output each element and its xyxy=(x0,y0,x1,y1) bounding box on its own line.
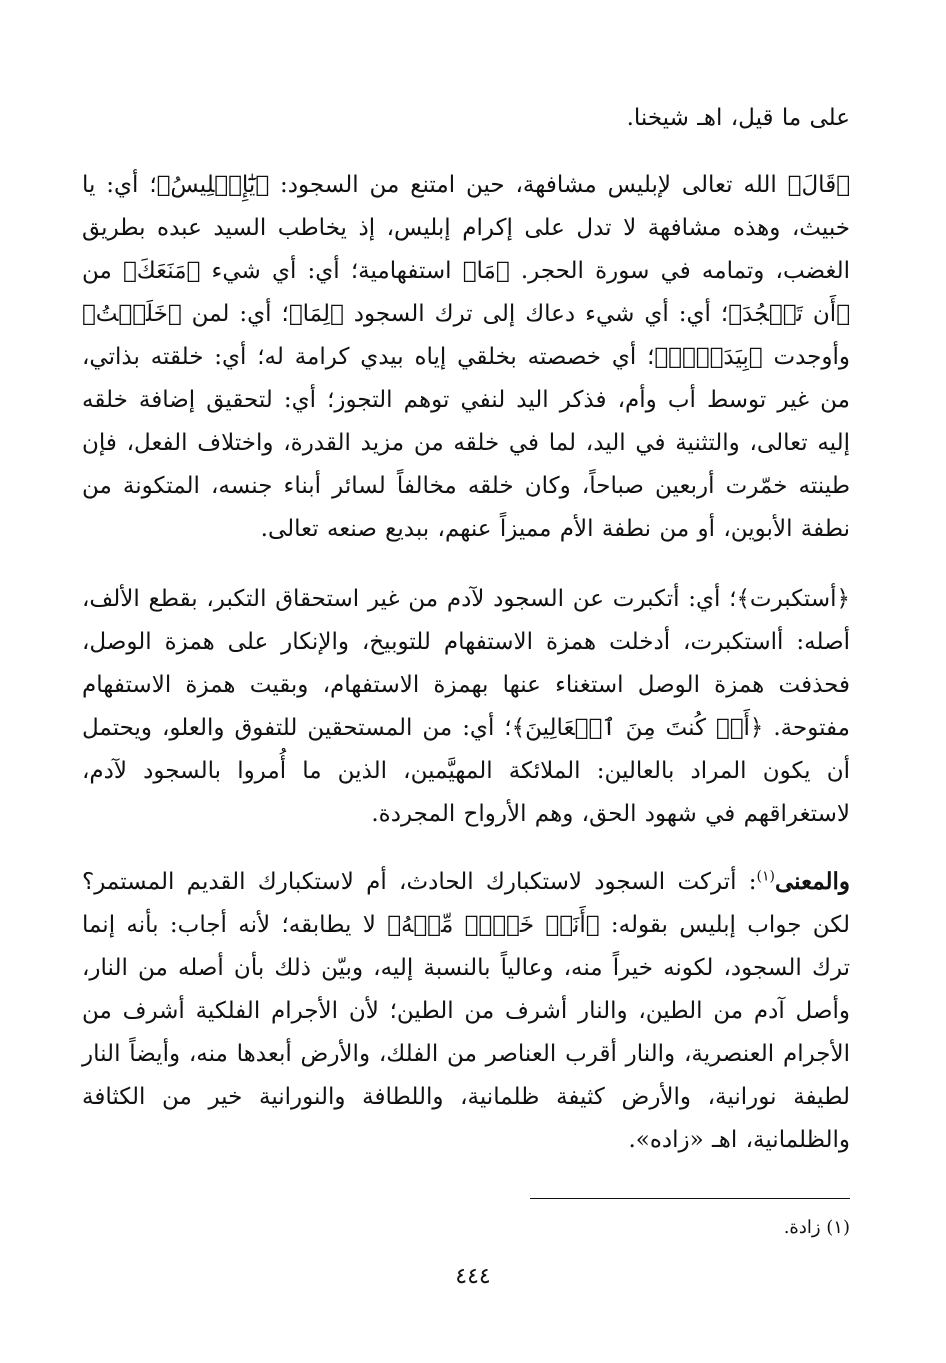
page-number: ٤٤٤ xyxy=(455,1264,491,1289)
paragraph-astakbarta: ﴿أستكبرت﴾؛ أي: أتكبرت عن السجود لآدم من غير استحقاق التكبر، بقطع الألف، أصله: أاستكبرت، أدخلت همزة الاستفهام للتوبيخ، والإنكار على همزة الوصل، فحذفت همزة الوصل استغناء عنها بهمزة الاستفهام، وبقيت همزة الاستفهام مفتوحة. ﴿أَمۡ كُنتَ مِنَ ٱلۡعَالِينَ﴾؛ أي: من المستحقين للتفوق والعلو، ويحتمل أن يكون المراد بالعالين: الملائكة المهيَّمين، الذين ما أُمروا بالسجود لآدم، لاستغراقهم في شهود الحق، وهم الأرواح المجردة. xyxy=(82,586,850,827)
paragraph-continuation: على ما قيل، اهـ شيخنا. xyxy=(626,105,850,131)
paragraph-qala: ﴿قَالَ﴾ الله تعالى لإبليس مشافهة، حين امتنع من السجود: ﴿يَٰٓإِبۡلِيسُ﴾؛ أي: يا خبيث، وهذه مشافهة لا تدل على إكرام إبليس، إذ يخاطب السيد عبده بطريق الغضب، وتمامه في سورة الحجر. ﴿مَا﴾ استفهامية؛ أي: أي شيء ﴿مَنَعَكَ﴾ من ﴿أَن تَسۡجُدَ﴾؛ أي: أي شيء دعاك إلى ترك السجود ﴿لِمَا﴾؛ أي: لمن ﴿خَلَقۡتُ﴾ وأوجدت ﴿بِيَدَيَّۖ﴾؛ أي خصصته بخلقي إياه بيدي كرامة له؛ أي: خلقته بذاتي، من غير توسط أب وأم، فذكر اليد لنفي توهم التجوز؛ أي: لتحقيق إضافة خلقه إليه تعالى، والتثنية في اليد، لما في خلقه من مزيد القدرة، واختلاف الفعل، فإن طينته خمّرت أربعين صباحاً، وكان خلقه مخالفاً لسائر أبناء جنسه، المتكونة من نطفة الأبوين، أو من نطفة الأم مميزاً عنهم، ببديع صنعه تعالى. xyxy=(82,172,850,542)
footnote: (١) زادة. xyxy=(783,1217,850,1238)
meaning-lead-word: والمعنى xyxy=(774,868,850,895)
footnote-divider xyxy=(530,1198,850,1199)
footnote-reference: (١) xyxy=(756,868,775,885)
meaning-body: : أتركت السجود لاستكبارك الحادث، أم لاستكبارك القديم المستمر؟ لكن جواب إبليس بقوله: ﴿أَنَا۠ خَيۡرٞ مِّنۡهُ﴾ لا يطابقه؛ لأنه أجاب: بأنه إنما ترك السجود، لكونه خيراً منه، وعالياً بالنسبة إليه، وبيّن ذلك بأن أصله من النار، وأصل آدم من الطين، والنار أشرف من الطين؛ لأن الأجرام الفلكية أشرف من الأجرام العنصرية، والنار أقرب العناصر من الفلك، والأرض أبعدها منه، وأيضاً النار لطيفة نورانية، والأرض كثيفة ظلمانية، واللطافة والنورانية خير من الكثافة والظلمانية، اهـ «زاده». xyxy=(82,869,850,1153)
paragraph-meaning xyxy=(82,860,850,1162)
